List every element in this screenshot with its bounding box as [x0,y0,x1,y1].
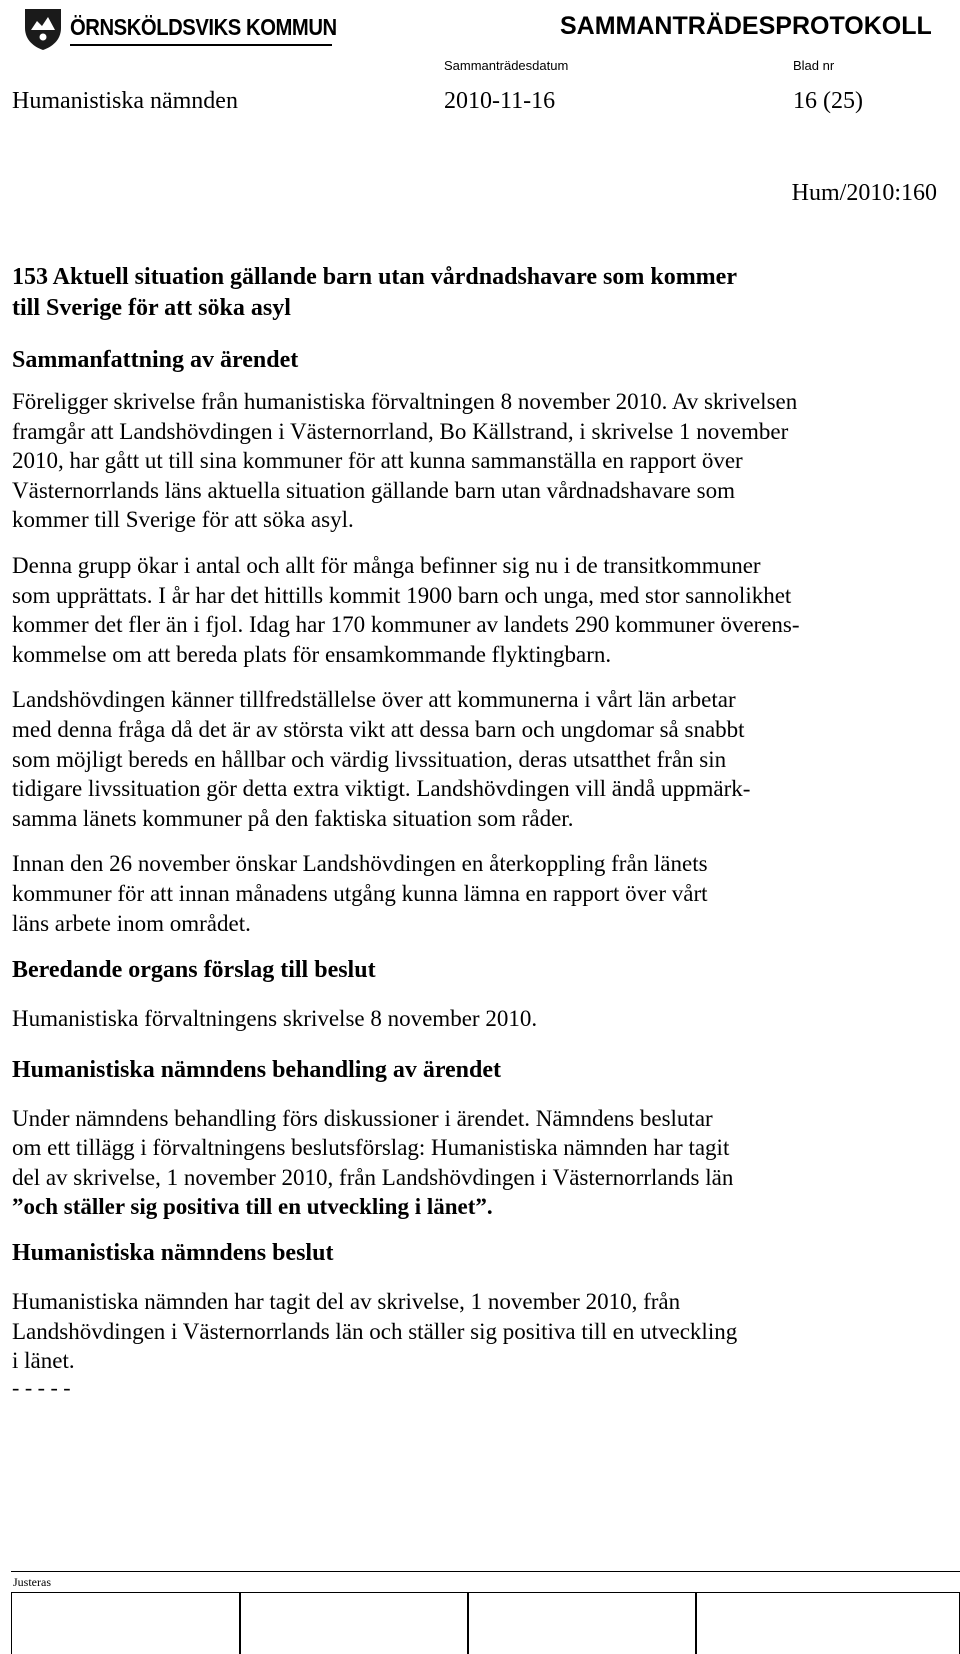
section-title-line: 153 Aktuell situation gällande barn utan vårdnadshavare som kommer [12,264,737,290]
summary-paragraph [12,387,942,535]
decision-heading: Humanistiska nämndens beslut [12,1240,334,1267]
signature-box [467,1592,697,1654]
text-line: kommer till Sverige för att söka asyl. [12,507,354,533]
text-line: med denna fråga då det är av största vikt att dessa barn och ungdomar så snabbt [12,716,745,742]
text-line: tidigare livssituation gör detta extra viktigt. Landshövdingen vill ändå uppmärk- [12,776,751,802]
signature-box [695,1592,960,1654]
section-title-line: till Sverige för att söka asyl [12,295,291,321]
meeting-date: 2010-11-16 [444,88,556,114]
logo-text: ÖRNSKÖLDSVIKS KOMMUN [70,14,337,40]
committee-name: Humanistiska nämnden [12,88,238,114]
text-line: 2010, har gått ut till sina kommuner för att kunna sammanställa en rapport över [12,448,743,474]
text-line: Landshövdingen känner tillfredställelse över att kommunerna i vårt län arbetar [12,687,736,713]
text-line: Under nämndens behandling förs diskussioner i ärendet. Nämndens beslutar [12,1105,713,1131]
text-line: Västernorrlands läns aktuella situation gällande barn utan vårdnadshavare som [12,477,735,503]
decision-paragraph [12,1287,942,1376]
text-line: kommelse om att bereda plats för ensamkommande flyktingbarn. [12,641,612,667]
amendment-quote: ”och ställer sig positiva till en utveckling i länet”. [12,1194,493,1220]
text-line: samma länets kommuner på den faktiska situation som råder. [12,805,574,831]
text-line: kommuner för att innan månadens utgång kunna lämna en rapport över vårt [12,880,708,906]
document-type: SAMMANTRÄDESPROTOKOLL [560,12,932,40]
text-line: läns arbete inom området. [12,910,251,936]
logo-underline [70,44,332,46]
summary-heading: Sammanfattning av ärendet [12,347,299,373]
meeting-date-label: Sammanträdesdatum [444,58,569,73]
text-line: Innan den 26 november önskar Landshövdingen en återkoppling från länets [12,851,708,877]
coat-of-arms-icon [22,6,64,52]
text-line: del av skrivelse, 1 november 2010, från Landshövdingen i Västernorrlands län [12,1164,734,1190]
text-line: framgår att Landshövdingen i Västernorrland, Bo Källstrand, i skrivelse 1 november [12,418,789,444]
municipality-logo [22,6,337,52]
text-line: som möjligt bereds en hållbar och värdig livssituation, deras utsatthet från sin [12,746,727,772]
case-number: Hum/2010:160 [791,180,937,206]
summary-paragraph [12,685,942,833]
text-line: Denna grupp ökar i antal och allt för många befinner sig nu i de transitkommuner [12,552,761,578]
text-line: Landshövdingen i Västernorrlands län och ställer sig positiva till en utveckling [12,1318,738,1344]
text-line: om ett tillägg i förvaltningens beslutsförslag: Humanistiska nämnden har tagit [12,1135,730,1161]
page-number: 16 (25) [793,88,863,114]
page-label: Blad nr [793,58,835,73]
signature-footer [11,1571,960,1653]
summary-paragraph [12,551,942,669]
text-line: i länet. [12,1348,75,1374]
handling-paragraph [12,1104,942,1222]
proposal-text: Humanistiska förvaltningens skrivelse 8 november 2010. [12,1006,538,1032]
text-line: Föreligger skrivelse från humanistiska förvaltningen 8 november 2010. Av skrivelsen [12,389,798,414]
section-title [12,262,942,324]
justeras-label: Justeras [13,1575,51,1589]
summary-paragraph [12,849,942,938]
signature-box [239,1592,469,1654]
end-marker: - - - - - [12,1374,71,1400]
document-body [12,262,942,1400]
handling-heading: Humanistiska nämndens behandling av ärendet [12,1056,502,1083]
text-line: Humanistiska nämnden har tagit del av skrivelse, 1 november 2010, från [12,1289,681,1315]
signature-box [11,1592,241,1654]
text-line: kommer det fler än i fjol. Idag har 170 kommuner av landets 290 kommuner överens- [12,612,800,638]
document-header [0,0,960,120]
proposal-heading: Beredande organs förslag till beslut [12,957,376,984]
text-line: som upprättats. I år har det hittills kommit 1900 barn och unga, med stor sannolikhet [12,582,792,608]
